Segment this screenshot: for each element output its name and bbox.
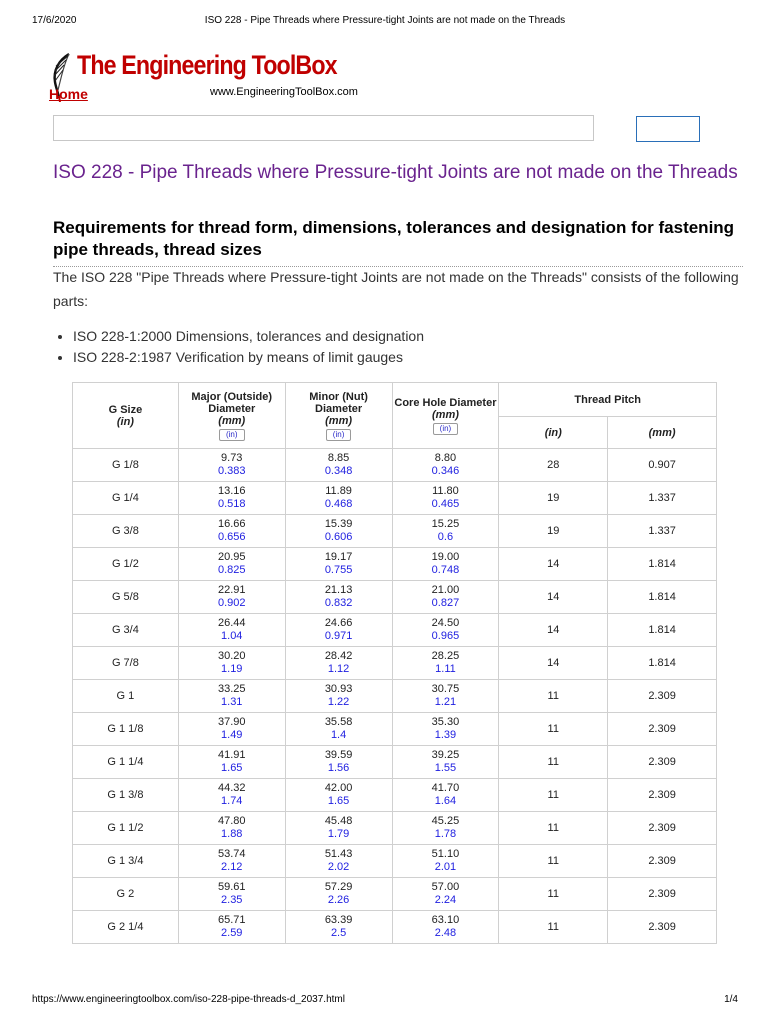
- cell-core-in: 0.965: [431, 630, 460, 642]
- core-inch-toggle[interactable]: (in): [433, 423, 459, 435]
- cell-gsize: G 1/4: [73, 482, 179, 515]
- cell-major-in: 2.12: [221, 861, 243, 873]
- cell-minor: [285, 878, 392, 911]
- home-link[interactable]: Home: [49, 86, 88, 102]
- cell-pitch-in: 11: [499, 911, 608, 944]
- cell-major: [178, 449, 285, 482]
- cell-major-in: 1.49: [221, 729, 243, 741]
- cell-gsize: G 1 3/8: [73, 779, 179, 812]
- cell-gsize: G 5/8: [73, 581, 179, 614]
- cell-core-mm: 8.80: [434, 452, 457, 464]
- cell-major-mm: 53.74: [217, 848, 246, 860]
- cell-major: [178, 647, 285, 680]
- cell-pitch-in: 11: [499, 779, 608, 812]
- cell-major: [178, 845, 285, 878]
- page-subtitle: Requirements for thread form, dimensions, tolerances and designation for fastening pipe threads, thread sizes: [53, 217, 743, 267]
- cell-major: [178, 680, 285, 713]
- cell-minor-mm: 30.93: [324, 683, 353, 695]
- cell-major-in: 1.19: [221, 663, 243, 675]
- major-inch-toggle[interactable]: (in): [219, 429, 245, 441]
- cell-minor: [285, 845, 392, 878]
- cell-core-in: 1.78: [434, 828, 457, 840]
- cell-minor-in: 0.468: [324, 498, 353, 510]
- cell-major: [178, 581, 285, 614]
- cell-minor-in: 1.56: [327, 762, 350, 774]
- cell-core-mm: 15.25: [431, 518, 460, 530]
- cell-core-in: 0.346: [431, 465, 460, 477]
- cell-pitch-mm: 2.309: [608, 845, 717, 878]
- print-page-title: ISO 228 - Pipe Threads where Pressure-tight Joints are not made on the Threads: [204, 15, 566, 26]
- cell-core-in: 0.748: [431, 564, 460, 576]
- cell-major-in: 2.59: [221, 927, 243, 939]
- cell-minor-in: 1.65: [327, 795, 350, 807]
- cell-major-mm: 59.61: [217, 881, 246, 893]
- print-footer: [32, 994, 738, 1008]
- cell-minor-in: 0.755: [324, 564, 353, 576]
- header-core-label: Core Hole Diameter: [394, 396, 497, 409]
- header-minor: [285, 383, 392, 449]
- print-date: 17/6/2020: [32, 15, 77, 26]
- cell-pitch-in: 11: [499, 812, 608, 845]
- cell-major-in: 0.518: [217, 498, 246, 510]
- cell-core-mm: 11.80: [432, 485, 459, 497]
- print-header: [32, 15, 738, 29]
- cell-core-in: 1.64: [434, 795, 457, 807]
- cell-minor-in: 0.832: [324, 597, 353, 609]
- cell-major: [178, 878, 285, 911]
- cell-minor: [285, 680, 392, 713]
- cell-minor-mm: 35.58: [324, 716, 353, 728]
- header-major-label: Major (Outside) Diameter: [191, 390, 273, 415]
- cell-minor-mm: 28.42: [324, 650, 353, 662]
- cell-core-mm: 41.70: [431, 782, 460, 794]
- cell-major-mm: 44.32: [217, 782, 246, 794]
- cell-major-mm: 26.44: [217, 617, 246, 629]
- cell-core: [392, 581, 499, 614]
- cell-core: [392, 449, 499, 482]
- intro-paragraph: The ISO 228 "Pipe Threads where Pressure-tight Joints are not made on the Threads" consists of the following parts:: [53, 269, 739, 309]
- parts-list: [53, 326, 424, 368]
- cell-pitch-mm: 2.309: [608, 746, 717, 779]
- table-row: [73, 515, 717, 548]
- cell-core-mm: 19.00: [431, 551, 460, 563]
- list-item: • ISO 228-1:2000 Dimensions, tolerances and designation: [73, 326, 424, 347]
- cell-major: [178, 482, 285, 515]
- cell-pitch-mm: 0.907: [608, 449, 717, 482]
- cell-core: [392, 680, 499, 713]
- cell-pitch-mm: 2.309: [608, 779, 717, 812]
- cell-major: [178, 746, 285, 779]
- cell-core: [392, 878, 499, 911]
- cell-core-mm: 35.30: [431, 716, 460, 728]
- list-item: • ISO 228-2:1987 Verification by means of limit gauges: [73, 347, 424, 368]
- cell-major-mm: 13.16: [217, 485, 246, 497]
- cell-core: [392, 746, 499, 779]
- header-gsize: [73, 383, 179, 449]
- cell-minor-mm: 57.29: [324, 881, 353, 893]
- site-url: www.EngineeringToolBox.com: [210, 86, 358, 98]
- cell-pitch-mm: 2.309: [608, 713, 717, 746]
- cell-minor: [285, 515, 392, 548]
- cell-core-in: 0.827: [431, 597, 460, 609]
- cell-major-in: 0.656: [217, 531, 246, 543]
- cell-gsize: G 2: [73, 878, 179, 911]
- cell-minor-mm: 11.89: [325, 485, 352, 497]
- cell-core-mm: 39.25: [431, 749, 460, 761]
- cell-pitch-in: 11: [499, 845, 608, 878]
- cell-core: [392, 713, 499, 746]
- cell-pitch-in: 14: [499, 614, 608, 647]
- cell-gsize: G 1 1/2: [73, 812, 179, 845]
- cell-major-in: 1.74: [221, 795, 243, 807]
- cell-pitch-in: 14: [499, 548, 608, 581]
- cell-core-in: 1.39: [434, 729, 457, 741]
- cell-major: [178, 779, 285, 812]
- cell-core-in: 2.01: [434, 861, 457, 873]
- table-row: [73, 680, 717, 713]
- cell-major: [178, 911, 285, 944]
- header-gsize-label: G Size: [108, 403, 143, 416]
- cell-minor: [285, 779, 392, 812]
- cell-minor-in: 0.348: [324, 465, 353, 477]
- cell-pitch-mm: 1.814: [608, 614, 717, 647]
- cell-minor-mm: 51.43: [324, 848, 353, 860]
- cell-gsize: G 1 1/4: [73, 746, 179, 779]
- header-pitch-mm: (mm): [608, 417, 717, 449]
- cell-major-mm: 41.91: [217, 749, 246, 761]
- cell-major-in: 2.35: [221, 894, 243, 906]
- cell-minor: [285, 449, 392, 482]
- cell-minor: [285, 812, 392, 845]
- cell-pitch-in: 14: [499, 581, 608, 614]
- cell-pitch-mm: 1.814: [608, 548, 717, 581]
- cell-minor: [285, 482, 392, 515]
- cell-minor: [285, 548, 392, 581]
- table-row: [73, 845, 717, 878]
- cell-major: [178, 713, 285, 746]
- cell-major-mm: 22.91: [217, 584, 246, 596]
- cell-minor-mm: 39.59: [324, 749, 353, 761]
- cell-core: [392, 812, 499, 845]
- print-page-number: 1/4: [724, 994, 738, 1005]
- cell-major: [178, 812, 285, 845]
- cell-minor: [285, 911, 392, 944]
- cell-core-in: 1.21: [434, 696, 457, 708]
- cell-pitch-in: 11: [499, 878, 608, 911]
- cell-major: [178, 614, 285, 647]
- cell-minor-in: 1.4: [330, 729, 347, 741]
- cell-major-mm: 37.90: [217, 716, 246, 728]
- cell-pitch-in: 11: [499, 680, 608, 713]
- cell-pitch-mm: 1.337: [608, 515, 717, 548]
- cell-minor-mm: 42.00: [324, 782, 353, 794]
- cell-pitch-in: 19: [499, 482, 608, 515]
- cell-minor: [285, 614, 392, 647]
- thread-size-table: [72, 382, 717, 944]
- table-row: [73, 548, 717, 581]
- cell-major-in: 1.88: [221, 828, 243, 840]
- cell-major: [178, 548, 285, 581]
- cell-minor-mm: 63.39: [324, 914, 353, 926]
- cell-core-mm: 28.25: [431, 650, 460, 662]
- cell-major-in: 0.383: [217, 465, 246, 477]
- cell-major-mm: 47.80: [217, 815, 246, 827]
- table-row: [73, 449, 717, 482]
- cell-minor-in: 1.79: [327, 828, 350, 840]
- cell-core-in: 0.6: [437, 531, 454, 543]
- cell-core: [392, 647, 499, 680]
- cell-gsize: G 2 1/4: [73, 911, 179, 944]
- cell-pitch-mm: 1.814: [608, 647, 717, 680]
- cell-minor-mm: 21.13: [324, 584, 353, 596]
- cell-pitch-mm: 2.309: [608, 812, 717, 845]
- cell-minor-in: 2.02: [327, 861, 350, 873]
- cell-minor-mm: 8.85: [327, 452, 350, 464]
- cell-gsize: G 1 3/4: [73, 845, 179, 878]
- cell-core: [392, 845, 499, 878]
- cell-gsize: G 7/8: [73, 647, 179, 680]
- table-row: [73, 647, 717, 680]
- header-core: [392, 383, 499, 449]
- cell-major-mm: 9.73: [221, 452, 243, 464]
- cell-major-mm: 20.95: [217, 551, 246, 563]
- header-major: [178, 383, 285, 449]
- cell-pitch-mm: 1.814: [608, 581, 717, 614]
- cell-pitch-mm: 2.309: [608, 911, 717, 944]
- cell-pitch-mm: 2.309: [608, 680, 717, 713]
- table-row: [73, 779, 717, 812]
- page-title: ISO 228 - Pipe Threads where Pressure-tight Joints are not made on the Threads: [53, 162, 738, 183]
- table-row: [73, 812, 717, 845]
- table-row: [73, 713, 717, 746]
- cell-pitch-in: 19: [499, 515, 608, 548]
- cell-major: [178, 515, 285, 548]
- cell-pitch-in: 28: [499, 449, 608, 482]
- cell-pitch-in: 14: [499, 647, 608, 680]
- minor-inch-toggle[interactable]: (in): [326, 429, 352, 441]
- cell-core-mm: 57.00: [431, 881, 460, 893]
- cell-minor-in: 1.12: [327, 663, 350, 675]
- cell-minor-in: 1.22: [327, 696, 350, 708]
- cell-gsize: G 3/4: [73, 614, 179, 647]
- cell-gsize: G 1: [73, 680, 179, 713]
- cell-pitch-mm: 1.337: [608, 482, 717, 515]
- cell-gsize: G 1/8: [73, 449, 179, 482]
- cell-core: [392, 911, 499, 944]
- cell-core-mm: 30.75: [431, 683, 460, 695]
- cell-core-mm: 51.10: [431, 848, 460, 860]
- table-row: [73, 878, 717, 911]
- cell-major-mm: 30.20: [217, 650, 246, 662]
- header-core-unit: (mm): [432, 408, 459, 421]
- cell-minor-in: 0.606: [324, 531, 353, 543]
- cell-core-in: 2.24: [434, 894, 457, 906]
- cell-pitch-mm: 2.309: [608, 878, 717, 911]
- cell-major-mm: 65.71: [217, 914, 246, 926]
- cell-gsize: G 1/2: [73, 548, 179, 581]
- table-row: [73, 746, 717, 779]
- cell-core-in: 1.55: [434, 762, 457, 774]
- cell-minor-mm: 19.17: [324, 551, 353, 563]
- header-pitch: Thread Pitch: [499, 383, 717, 417]
- cell-core: [392, 779, 499, 812]
- cell-major-in: 1.65: [221, 762, 243, 774]
- cell-minor-in: 2.5: [330, 927, 347, 939]
- logo-text: The Engineering ToolBox: [77, 50, 337, 80]
- cell-minor-in: 0.971: [324, 630, 353, 642]
- header-pitch-in: (in): [499, 417, 608, 449]
- search-button[interactable]: [636, 116, 700, 142]
- table-row: [73, 614, 717, 647]
- cell-major-mm: 33.25: [217, 683, 246, 695]
- cell-core: [392, 515, 499, 548]
- cell-core-in: 0.465: [431, 498, 460, 510]
- header-minor-unit: (mm): [325, 414, 353, 427]
- table-row: [73, 482, 717, 515]
- table-row: [73, 581, 717, 614]
- cell-core-mm: 63.10: [431, 914, 460, 926]
- cell-minor-mm: 24.66: [324, 617, 353, 629]
- header-gsize-unit: (in): [116, 415, 134, 428]
- cell-minor-mm: 45.48: [324, 815, 353, 827]
- cell-major-in: 0.825: [217, 564, 246, 576]
- cell-pitch-in: 11: [499, 713, 608, 746]
- table-row: [73, 911, 717, 944]
- cell-minor-mm: 15.39: [324, 518, 353, 530]
- header-minor-label: Minor (Nut) Diameter: [309, 390, 368, 415]
- cell-core-mm: 24.50: [431, 617, 460, 629]
- cell-pitch-in: 11: [499, 746, 608, 779]
- cell-core-mm: 21.00: [431, 584, 460, 596]
- cell-core-in: 2.48: [434, 927, 457, 939]
- cell-minor: [285, 647, 392, 680]
- cell-minor-in: 2.26: [327, 894, 350, 906]
- cell-core-mm: 45.25: [431, 815, 460, 827]
- header-major-unit: (mm): [218, 414, 246, 427]
- cell-minor: [285, 581, 392, 614]
- cell-minor: [285, 746, 392, 779]
- print-url: https://www.engineeringtoolbox.com/iso-228-pipe-threads-d_2037.html: [32, 994, 345, 1005]
- cell-major-in: 1.04: [221, 630, 243, 642]
- cell-core: [392, 482, 499, 515]
- cell-core: [392, 614, 499, 647]
- cell-major-in: 1.31: [221, 696, 243, 708]
- cell-core: [392, 548, 499, 581]
- cell-major-in: 0.902: [217, 597, 246, 609]
- cell-gsize: G 1 1/8: [73, 713, 179, 746]
- cell-major-mm: 16.66: [217, 518, 246, 530]
- cell-core-in: 1.11: [435, 663, 456, 675]
- search-input[interactable]: [53, 115, 594, 141]
- cell-minor: [285, 713, 392, 746]
- cell-gsize: G 3/8: [73, 515, 179, 548]
